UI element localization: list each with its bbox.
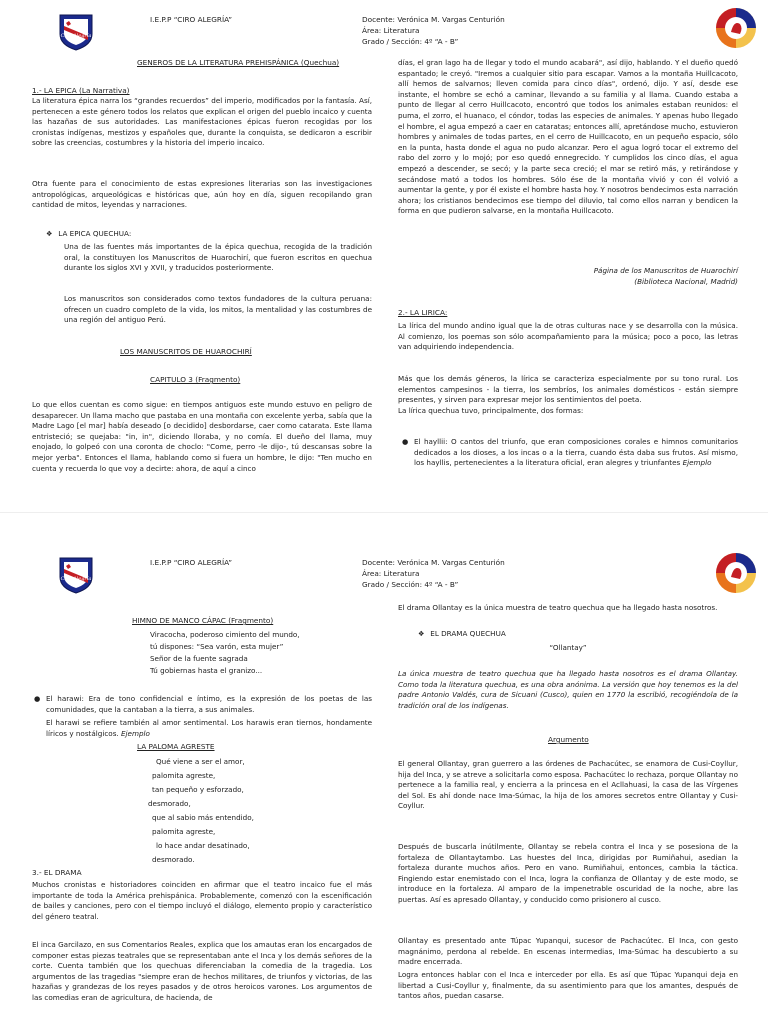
- grade-section: Grado / Sección: 4º “A - B”: [362, 37, 459, 46]
- paloma-line: Qué viene a ser el amor,: [156, 757, 245, 766]
- argumento-paragraph-1: El general Ollantay, gran guerrero a las órdenes de Pachacútec, se enamora de Cusi-Coyllur, hija del Inca, y se atreve a solicitarla como esposa. Pachacútec lo rechaza, porque Ollantay no pertenece a la familia real, y encierra a la princesa en el Acllahuasi, la casa de las Vírgenes del Sol. Es ahí donde nace Ima-Súmac, la hija de los amores secretos entre Ollantay y Cusi-Coyllur.: [398, 759, 738, 811]
- epica-quechua-bullet: [46, 229, 131, 240]
- epica-paragraph-1: La literatura épica narra los “grandes recuerdos” del imperio, modificados por la fantasía. Así, pertenecen a este género todos los relatos que explican el origen del pueblo incaico y cuenta las hazañas de sus autoridades. Las manifestaciones épicas fueron recogidas por los cronistas indígenas, mestizos y españoles que, durante la conquista, se dedicaron a escribir sobre las creencias, costumbres y la historia del imperio incaico.: [32, 96, 372, 148]
- himno-line: Señor de la fuente sagrada: [150, 654, 248, 663]
- argumento-paragraph-2: Después de buscarla inútilmente, Ollantay se rebela contra el Inca y se posesiona de la fortaleza de Ollantaytambo. Las huestes del Inca, dirigidas por Rumiñahui, asedian la fortaleza durante muchos años. Pero en vano. Rumiñahui, entonces, cambia la táctica. Fingiendo estar enemistado con el Inca, logra la confianza de Ollantay y de este modo, se introduce en la fortaleza. Al amparo de la impenetrable oscuridad de la noche, abre las puertas. Así es apresado Ollantay, y conducido como prisionero al cusco.: [398, 842, 738, 904]
- svg-text:Ciro Alegría: Ciro Alegría: [60, 33, 92, 39]
- diamond-bullet-icon: ❖: [46, 229, 53, 238]
- lirica-paragraph-1: La lírica del mundo andino igual que la de otras culturas nace y se desarrolla con la música. Al comienzo, los poemas son sólo acompañamiento para la música; poco a poco, las letras van adquiriendo independencia.: [398, 321, 738, 352]
- document-page-1: [0, 0, 768, 512]
- argumento-heading: Argumento: [548, 735, 589, 744]
- source-page: Página de los Manuscritos de Huarochirí: [593, 266, 738, 275]
- huarochiri-story-continued: días, el gran lago ha de llegar y todo el mundo acabará", así dijo, hablando. Y el dueño quedó espantado; le creyó. "Iremos a cualquier sitio para escapar. Vamos a la montaña Huillcacoto, allí hemos de salvarnos; lleven comida para cinco días", ordenó, dijo. Y así, desde ese instante, el hombre se echó a caminar, llevando a su familia y al llama. Cuando estaba a punto de llegar al cerro Huillcacoto, encontró que todos los animales estaban reunidos: el puma, el zorro, el huanaco, el cóndor, todas las especies de animales. Y apenas hubo llegado el hombre, el agua empezó a caer en cataratas; entonces allí, apretándose mucho, estuvieron hombres y animales de todas partes, en el cerro de Huillcacoto, en un pequeño espacio, sólo en la punta, hasta donde el agua no pudo alcanzar. Pero el agua logró tocar el extremo del rabo del zorro y lo mojó; por eso quedó ennegrecido. Y cumplidos los cinco días, el agua empezó a descender, se secó; y la parte seca creció; el mar se retiró más, y retirándose y secándose mató a todos los hombres. Sólo ése de la montaña vivió y con él volvió a aumentar la gente, y por él existe el hombre hasta hoy. Y nosotros bendecimos esta narración ahora; los cristianos bendecimos ese tiempo del diluvio, tal como ellos narran y bendicen la forma en que pudieron salvarse, en la montaña Huillcacoto.: [398, 58, 738, 216]
- drama-paragraph-1: Muchos cronistas e historiadores coinciden en afirmar que el teatro incaico fue el más importante de toda la América prehispánica. Probablemente, comenzó con la escenificación de bailes y canciones, pero con el tiempo incluyó el diálogo, elemento propio y característico del género teatral.: [32, 880, 372, 921]
- manuscritos-title: LOS MANUSCRITOS DE HUAROCHIRÍ: [120, 347, 252, 356]
- quechua-paragraph-2: Los manuscritos son considerados como textos fundadores de la cultura peruana: ofrecen un cuadro completo de la vida, los mitos, la mentalidad y las costumbres de una región del antiguo Perú.: [64, 294, 372, 325]
- ollantay-title: “Ollantay”: [549, 643, 587, 652]
- course-area: Área: Literatura: [362, 26, 420, 35]
- paloma-line: desmorado.: [152, 855, 195, 864]
- source-library: (Biblioteca Nacional, Madrid): [634, 277, 738, 286]
- paloma-line: desmorado,: [148, 799, 191, 808]
- round-bullet-icon: ●: [34, 694, 41, 703]
- diamond-bullet-icon: ❖: [418, 629, 425, 638]
- capitulo-title: CAPITULO 3 (Fragmento): [150, 375, 241, 384]
- himno-line: Viracocha, poderoso cimiento del mundo,: [150, 630, 300, 639]
- school-name: I.E.P.P “CIRO ALEGRÍA”: [150, 558, 233, 567]
- harawi-paragraph-2: [46, 718, 372, 739]
- drama-heading: 3.- EL DRAMA: [32, 868, 82, 877]
- grade-section: Grado / Sección: 4º “A - B”: [362, 580, 459, 589]
- paloma-title: LA PALOMA AGRESTE: [137, 742, 215, 751]
- paloma-line: palomita agreste,: [152, 771, 216, 780]
- school-shield-logo: [56, 555, 96, 595]
- teacher-name: Docente: Verónica M. Vargas Centurión: [362, 558, 505, 567]
- harawi-paragraph-1: El harawi: Era de tono confidencial e íntimo, es la expresión de los poetas de las comunidades, que la cantaban a la tierra, a sus animales.: [46, 694, 372, 714]
- epica-heading: 1.- LA EPICA (La Narrativa): [32, 86, 130, 95]
- epica-quechua-heading: LA EPICA QUECHUA:: [58, 229, 132, 238]
- drama-quechua-bullet: [418, 629, 506, 640]
- drama-paragraph-2: El inca Garcilazo, en sus Comentarios Reales, explica que los amautas eran los encargados de componer estas piezas teatrales que se representaban ante el Inca y los demás señores de la corte. Cuenta también que los quechuas diferenciaban la comedia de la tragedia. Los argumentos de las tragedias "siempre eran de hechos militares, de triunfos y victorias, de las hazañas y grandezas de los reyes pasados y de otros heroicos varones. Los argumentos de las comedias eran de agricultura, de hacienda, de: [32, 940, 372, 1002]
- harawi-text: El harawi se refiere también al amor sentimental. Los harawis eran tiernos, hondamente líricos y nostálgicos.: [46, 718, 372, 738]
- epica-paragraph-2: Otra fuente para el conocimiento de estas expresiones literarias son las investigaciones antropológicas, arqueológicas e históricas que, aún hoy en día, siguen recopilando gran cantidad de mitos, leyendas y narraciones.: [32, 179, 372, 210]
- teacher-name: Docente: Verónica M. Vargas Centurión: [362, 15, 505, 24]
- quechua-paragraph-1: Una de las fuentes más importantes de la épica quechua, recogida de la tradición oral, la constituyen los Manuscritos de Huarochirí, que fueron escritos en quechua durante los siglos XVI y XVII, y traducidos posteriormente.: [64, 242, 372, 273]
- sun-emblem-logo: [714, 6, 758, 50]
- himno-line: tú dispones: “Sea varón, esta mujer”: [150, 642, 284, 651]
- ollantay-description: La única muestra de teatro quechua que ha llegado hasta nosotros es el drama Ollantay. Como toda la literatura quechua, es una obra anónima. La versión que hoy tenemos es la del padre Antonio Valdés, cura de Sicuani (Cusco), quien en 1770 la escribió, recogiéndola de la tradición oral de los indígenas.: [398, 669, 738, 710]
- huarochiri-story: Lo que ellos cuentan es como sigue: en tiempos antiguos este mundo estuvo en peligro de desaparecer. Un llama macho que pastaba en una montaña con excelente yerba, sabía que la Madre Lago [el mar] había deseado [o decidido] desbordarse, caer como catarata. Este llama entristeció; se quejaba: "in, in", diciendo lloraba, y no comía. El dueño del llama, muy enojado, lo golpeó con una coronta de choclo: "Come, perro -le dijo-, tú descansas sobre la mejor yerba". Entonces el llama, hablando como si fuera un hombre, le dijo: "Ten mucho en cuenta y recuerda lo que voy a decirte: ahora, de aquí a cinco: [32, 400, 372, 473]
- harawi-example-label: Ejemplo: [121, 728, 150, 738]
- argumento-paragraph-3: Ollantay es presentado ante Túpac Yupanqui, sucesor de Pachacútec. El Inca, con gesto magnánimo, perdona al rebelde. En escenas intermedias, Ima-Súmac ha descubierto a su madre encerrada.: [398, 936, 738, 967]
- himno-title: HIMNO DE MANCO CÁPAC (Fragmento): [132, 616, 274, 625]
- paloma-line: palomita agreste,: [152, 827, 216, 836]
- paloma-line: tan pequeño y esforzado,: [152, 785, 244, 794]
- genres-title: GENEROS DE LA LITERATURA PREHISPÁNICA (Quechua): [137, 58, 340, 67]
- lirica-heading: 2.- LA LIRICA:: [398, 308, 448, 317]
- paloma-line: lo hace andar desatinado,: [156, 841, 250, 850]
- argumento-paragraph-4: Logra entonces hablar con el Inca e interceder por ella. Es así que Túpac Yupanqui deja en libertad a Cusi-Coyllur y, finalmente, da su asentimiento para que los amantes, después de tantos años, puedan casarse.: [398, 970, 738, 1001]
- paloma-line: que al sabio más entendido,: [152, 813, 254, 822]
- ollantay-intro: El drama Ollantay es la única muestra de teatro quechua que ha llegado hasta nosotros.: [398, 603, 718, 612]
- himno-line: Tú gobiernas hasta el granizo...: [150, 666, 263, 675]
- course-area: Área: Literatura: [362, 569, 420, 578]
- lirica-paragraph-3: La lírica quechua tuvo, principalmente, dos formas:: [398, 406, 584, 415]
- drama-quechua-heading: EL DRAMA QUECHUA: [430, 629, 506, 638]
- round-bullet-icon: ●: [402, 437, 409, 446]
- school-shield-logo: [56, 12, 96, 52]
- document-page-2: [0, 512, 768, 1025]
- lirica-paragraph-2: Más que los demás géneros, la lírica se caracteriza especialmente por su tono rural. Los elementos campesinos - la tierra, los sembríos, los animales domésticos - están siempre presentes, y sirven para expresar mejor los sentimientos del poeta.: [398, 374, 738, 405]
- school-name: I.E.P.P “CIRO ALEGRÍA”: [150, 15, 233, 24]
- hayllii-text: El hayllii: O cantos del triunfo, que eran composiciones corales e himnos comunitarios dedicados a los dioses, a los incas o a la tierra, cuando ésta daba sus frutos. Así mismo, los hayllis, pertenecientes a la literatura oficial, eran alegres y triunfantes: [414, 437, 738, 468]
- hayllii-example-label: Ejemplo: [682, 458, 712, 468]
- svg-text:Ciro Alegría: Ciro Alegría: [60, 576, 92, 582]
- hayllii-item: [414, 437, 738, 469]
- sun-emblem-logo: [714, 551, 758, 595]
